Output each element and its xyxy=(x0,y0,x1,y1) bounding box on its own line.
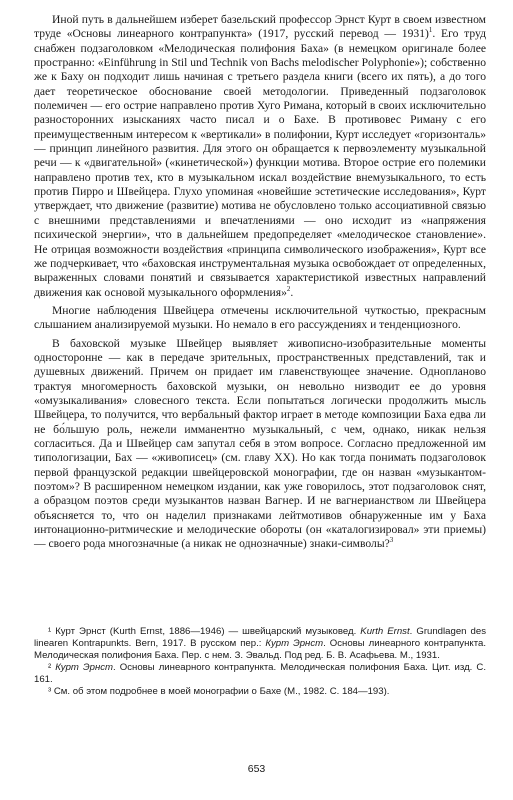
footnote-1-text-b: . Grundlagen des linearen Kontrapunkts. Bern, 1917. В русском пер.: xyxy=(34,626,486,650)
paragraph-2 xyxy=(34,304,486,333)
footnote-1-text-a: ¹ Курт Эрнст (Kurth Ernst, 1886—1946) — швейцарский музыковед. xyxy=(48,626,361,637)
footnote-1-author-cyrillic: Курт Эрнст xyxy=(265,638,324,650)
main-text xyxy=(34,13,486,552)
footnote-2 xyxy=(34,662,486,686)
footnote-3-text: ³ См. об этом подробнее в моей монографии о Бахе (М., 1982. С. 184—193). xyxy=(48,686,390,698)
footnote-2-author: Курт Эрнст xyxy=(55,662,114,674)
footnote-ref-3[interactable]: 3 xyxy=(389,536,394,545)
paragraph-1-text-c: . xyxy=(290,285,294,299)
paragraph-3-text: В баховской музыке Швейцер выявляет живописно-изобразительные моменты односторонне — как в передаче зрительных, пространственных представлений, так и душевных движений. Причем он придает им главенствующее значение. Однопланово трактуя многомерность баховской музыки, он невольно низводит ее до уровня «омузыкаливания» словесного текста. Если попытаться логически продолжить мысль Швейцера, то получится, что вербальный фактор играет в методе композиции Баха едва ли не бо́льшую роль, нежели имманентно музыкальный, с чем, однако, никак нельзя согласиться. Да и Швейцер сам запутал себя в этом вопросе. Согласно предложенной им типологизации, Бах — «живописец» (см. главу XX). Но как тогда понимать подзаголовок первой французской редакции швейцеровской монографии, где он назван «музыкантом-поэтом»? В расширенном немецком издании, как уже говорилось, этот подзаголовок снят, а образцом поэтов среди музыкантов назван Вагнер. И не вагнерианством ли Швейцера объясняется то, что он наделил признаками лейтмотивов обнаруженные им у Баха интонационно-ритмические и мелодические обороты (он «каталогизировал» эти приемы) — своего рода многозначные (а никак не однозначные) знаки-символы? xyxy=(34,336,486,551)
footnote-1-author-latin: Kurth Ernst xyxy=(360,626,410,637)
paragraph-1-text-b: . Его труд снабжен подзаголовком «Мелодическая полифония Баха» (в немецком оригинале более пространно: «Einführung in Stil und Technik von Bachs melodischer Polyphonie»); собственно же к Баху он подходит лишь начиная с третьего раздела книги (всего их пять), а до того дает теоретическое обоснование своей методологии. Приведенный подзаголовок полемичен — его острие направлено против Хуго Римана, который в своих исключительно разносторонних изысканиях часто писал и о Бахе. В противовес Риману с его преимущественным интересом к «вертикали» в полифонии, Курт исследует «горизонталь» — принцип линейного развития. Для этого он обращается к первоэлементу музыкальной речи — к «двигательной» («кинетической») функции мотива. Второе острие его полемики направлено против тех, кто в музыкальном искал воздействие внемузыкального, то есть против Пирро и Швейцера. Глухо упоминая «новейшие эстетические исследования», Курт утверждает, что движение (развитие) мотива не обусловлено только ассоциативной связью с внешними представлениями и впечатлениями — оно исходит из «напряжения психической энергии», что в дальнейшем предопределяет «мелодическое становление». Не отрицая возможности воздействия «принципа символического изображения», Курт все же подчеркивает, что «баховская инструментальная музыка освобождает от определенных, выраженных словами понятий и связывается характеристикой известных направлений движения как основой музыкального оформления» xyxy=(34,27,487,299)
page-number: 653 xyxy=(247,763,266,775)
footnote-1 xyxy=(34,626,486,662)
footnote-ref-1[interactable]: 1 xyxy=(428,26,433,35)
footnote-ref-2[interactable]: 2 xyxy=(286,284,291,293)
paragraph-3 xyxy=(34,337,486,552)
paragraph-1-text-a: Иной путь в дальнейшем изберет базельский профессор Эрнст Курт в своем известном труде «Основы линеарного контрапункта» (1917, русский перевод — 1931) xyxy=(34,13,486,41)
footnote-2-text-b: . Основы линеарного контрапункта. Мелодическая полифония Баха. Цит. изд. С. 161. xyxy=(34,662,486,686)
footnote-3 xyxy=(34,686,486,698)
paragraph-1 xyxy=(34,13,486,300)
footnote-1-text-c: . Основы линеарного контрапункта. Мелодическая полифония Баха. Пер. с нем. З. Эвальд. Под ред. Б. В. Асафьева. М., 1931. xyxy=(34,638,486,662)
footnote-2-text-a: ² xyxy=(48,662,56,674)
paragraph-2-text: Многие наблюдения Швейцера отмечены исключительной чуткостью, прекрасным слышанием анализируемой музыки. Но немало в его рассуждениях и тенденциозного. xyxy=(34,303,486,332)
footnotes xyxy=(34,626,486,699)
